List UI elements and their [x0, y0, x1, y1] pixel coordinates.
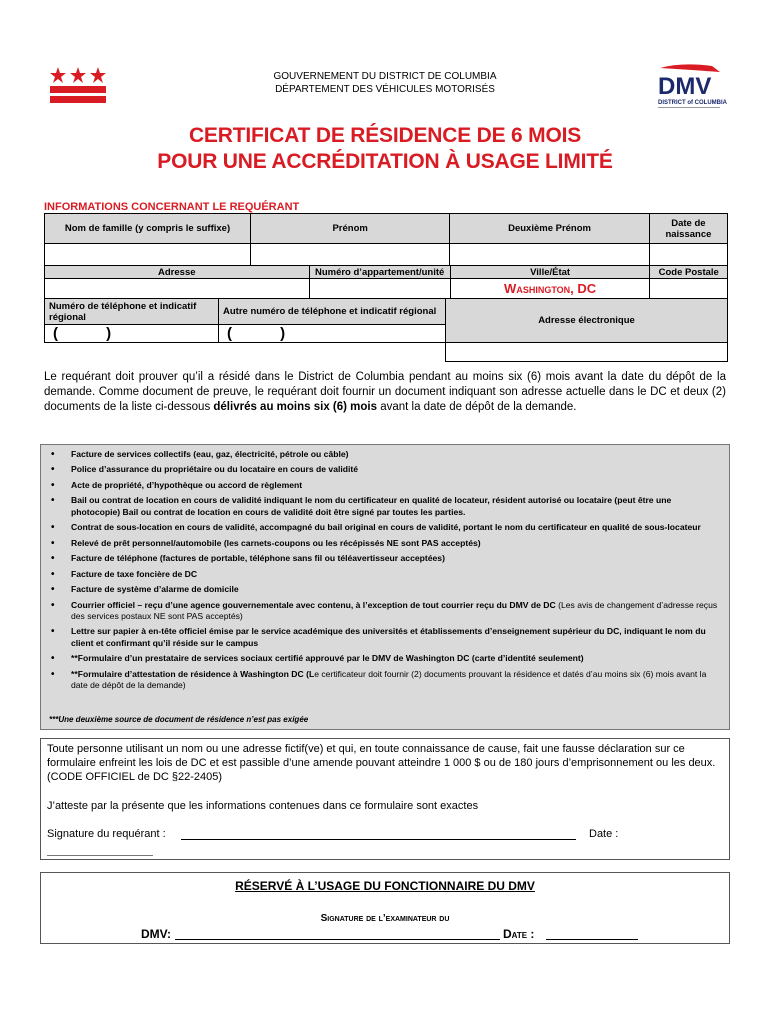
page-title [0, 123, 770, 175]
address-header: Adresse [45, 266, 310, 279]
document-item-bold: Facture de taxe foncière de DC [71, 568, 198, 579]
apt-field[interactable] [309, 279, 450, 299]
document-list-box [40, 444, 730, 730]
document-list [41, 445, 729, 691]
contact-table [44, 298, 728, 362]
attestation-statement: J’atteste par la présente que les informations contenues dans ce formulaire sont exactes [47, 800, 479, 812]
apt-header: Numéro d’appartement/unité [309, 266, 450, 279]
city-header: Ville/État [450, 266, 650, 279]
title-line-2: POUR UNE ACCRÉDITATION À USAGE LIMITÉ [157, 150, 613, 173]
intro-text-2: avant la date de dépôt de la demande. [377, 401, 577, 413]
document-list-item [71, 653, 719, 664]
last-name-header: Nom de famille (y compris le suffixe) [45, 214, 251, 244]
date-label: Date : [589, 828, 619, 840]
phone-header: Numéro de téléphone et indicatif régional [45, 299, 219, 325]
email-field[interactable] [446, 343, 728, 362]
footnote: ***Une deuxième source de document de résidence n’est pas exigée [49, 715, 309, 724]
city-value: Washington, DC [450, 279, 650, 299]
document-item-bold: Relevé de prêt personnel/automobile (les carnets-coupons ou les récépissés NE sont PAS acceptés) [71, 537, 481, 548]
header-line-1: GOUVERNEMENT DU DISTRICT DE COLUMBIA [273, 71, 497, 82]
document-list-item [71, 522, 719, 533]
logo-text: DMV [658, 73, 712, 100]
document-item-bold: Police d’assurance du propriétaire ou du locataire en cours de validité [71, 464, 359, 475]
section-title: INFORMATIONS CONCERNANT LE REQUÉRANT [44, 201, 300, 213]
document-item-note: (Les avis de changement d’adresse reçus des services postaux NE sont PAS acceptés) [71, 599, 718, 621]
document-list-item [71, 464, 719, 475]
intro-text-1: Le requérant doit prouver qu’il a résidé dans le District de Columbia pendant au moins six (6) mois avant la date du dépôt de la demande. Comme document de preuve, le requérant doit fournir un document indiquant son adresse actuelle dans le DC et deux (2) documents de la liste ci-dessous [44, 371, 726, 413]
title-line-1: CERTIFICAT DE RÉSIDENCE DE 6 MOIS [188, 124, 582, 147]
dmv-logo [652, 62, 730, 114]
dmv-logo-graphic [652, 62, 730, 114]
document-list-item [71, 495, 719, 518]
first-name-header: Prénom [251, 214, 450, 244]
first-name-field[interactable] [251, 244, 450, 266]
address-table [44, 265, 728, 299]
document-item-bold: **Formulaire d’un prestataire de services sociaux certifié approuvé par le DMV de Washington DC (carte d’identité seulement) [71, 653, 584, 664]
document-list-item [71, 669, 719, 692]
date-line[interactable] [47, 855, 153, 856]
document-item-bold: Lettre sur papier à en-tête officiel émise par le service académique des universités et établissements d’enseignement supérieur du DC, indiquant le nom du client et confirmant qu’il réside sur le campus [71, 626, 706, 648]
middle-name-header: Deuxième Prénom [450, 214, 650, 244]
document-list-item [71, 600, 719, 623]
document-item-note: e certificateur doit fournir (2) documents prouvant la résidence et datés d’au moins six (6) mois avant la date de dépôt de la demande) [71, 668, 707, 690]
logo-subtext: DISTRICT of COLUMBIA [658, 100, 727, 106]
document-item-bold: Facture de système d’alarme de domicile [71, 584, 239, 595]
document-item-bold: Bail ou contrat de location en cours de validité indiquant le nom du certificateur en qualité de locateur, résident autorisé ou locataire (peut être une photocopie) Bail ou contrat de location en cours de validité doit être signé par toutes les parties. [71, 495, 672, 517]
phone-field[interactable]: ( ) [45, 325, 219, 343]
document-list-item [71, 584, 719, 595]
examiner-label: Signature de l’examinateur du [320, 913, 450, 924]
document-item-bold: Acte de propriété, d’hypothèque ou accord de règlement [71, 479, 303, 490]
document-item-bold: Facture de téléphone (factures de portable, téléphone sans fil ou téléavertisseur acceptées) [71, 553, 445, 564]
middle-name-field[interactable] [450, 244, 650, 266]
email-header: Adresse électronique [446, 299, 728, 343]
attestation-box [40, 738, 730, 860]
document-item-bold: Courrier officiel – reçu d’une agence gouvernementale avec contenu, à l’exception de tout courrier reçu du DMV de DC [71, 599, 559, 610]
applicant-info-table [44, 213, 728, 266]
document-list-item [71, 449, 719, 460]
dob-field[interactable] [649, 244, 727, 266]
reserved-date-line[interactable] [546, 939, 638, 940]
signature-label: Signature du requérant : [47, 828, 166, 840]
reserved-date-label: Date : [503, 927, 535, 941]
address-field[interactable] [45, 279, 310, 299]
alt-phone-header: Autre numéro de téléphone et indicatif régional [219, 299, 446, 325]
document-item-bold: Contrat de sous-location en cours de validité, accompagné du bail original en cours de validité, portant le nom du certificateur en qualité de sous-locateur [71, 522, 701, 533]
document-list-item [71, 480, 719, 491]
signature-line[interactable] [181, 839, 576, 840]
zip-field[interactable] [650, 279, 728, 299]
document-item-bold: Facture de services collectifs (eau, gaz, électricité, pétrole ou câble) [71, 449, 349, 459]
dmv-label: DMV: [141, 927, 171, 941]
document-list-item [71, 538, 719, 549]
document-list-item [71, 569, 719, 580]
zip-header: Code Postale [650, 266, 728, 279]
header-line-2: DÉPARTEMENT DES VÉHICULES MOTORISÉS [275, 84, 495, 95]
reserved-title: RÉSERVÉ À L’USAGE DU FONCTIONNAIRE DU DMV [235, 879, 535, 893]
document-list-item [71, 626, 719, 649]
intro-bold: délivrés au moins six (6) mois [213, 401, 378, 413]
reserved-box [40, 872, 730, 944]
alt-phone-field[interactable]: ( ) [219, 325, 446, 343]
document-list-item [71, 553, 719, 564]
last-name-field[interactable] [45, 244, 251, 266]
examiner-signature-line[interactable] [175, 939, 500, 940]
dob-header: Date de naissance [649, 214, 727, 244]
intro-paragraph [44, 370, 726, 415]
document-item-bold: **Formulaire d’attestation de résidence à Washington DC (L [71, 668, 315, 679]
false-statement-warning: Toute personne utilisant un nom ou une adresse fictif(ve) et qui, en toute connaissance de cause, fait une fausse déclaration sur ce formulaire enfreint les lois de DC et est passible d’une amende pouvant atteindre 1 000 $ ou de 180 jours d’emprisonnement ou les deux. (CODE OFFICIEL de DC §22-2405) [47, 743, 716, 783]
